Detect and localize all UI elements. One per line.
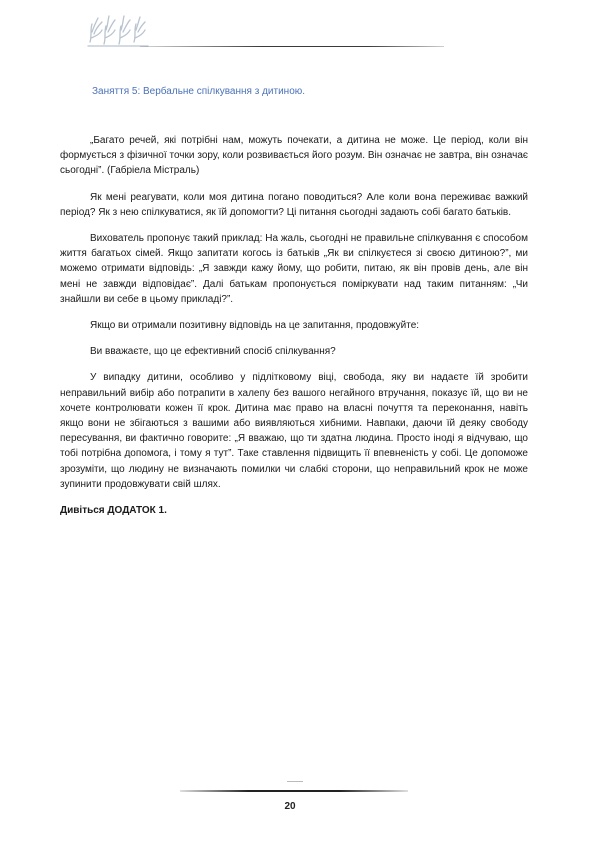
paragraph: Вихователь пропонує такий приклад: На жаль, сьогодні не правильне спілкування є способом життя багатьох сімей. Якщо запитати когось із батьків „Як ви спілкуєтеся зі своєю дитиною?”, ми можемо отримати відповідь: „Я завжди кажу йому, що робити, питаю, як він провів день, але він мені не завжди відповідає”. Далі батькам пропонується поміркувати над таким питанням: „Чи знайшли ви себе в цьому прикладі?”. — [60, 233, 528, 305]
lesson-title: Заняття 5: Вербальне спілкування з дитиною. — [92, 86, 306, 97]
paragraph: Як мені реагувати, коли моя дитина погано поводиться? Але коли вона переживає важкий період? Як з нею спілкуватися, як їй допомогти? Ці питання сьогодні задають собі багато батьків. — [60, 191, 528, 218]
paragraph: У випадку дитини, особливо у підлітковому віці, свобода, яку ви надаєте їй зробити неправильний вибір або потрапити в халепу без вашого негайного втручання, показує їй, що ви не хочете контролювати кожен її крок. Дитина має право на власні почуття та переконання, навіть якщо вони не збігаються з вашими або виявляються хибними. Навпаки, даючи їй деяку свободу пересування, ви фактично говорите: „Я вважаю, що ти здатна людина. Просто іноді я відчуваю, що тобі потрібна допомога, і тому я тут”. Таке ставлення підвищить її впевненість у собі. Це допоможе зрозуміти, що людину не визначають помилки чи слабкі сторони, що неправильний крок не може зупинити продовжувати свій шлях. — [60, 372, 528, 490]
footer-divider — [180, 790, 408, 792]
page-number: 20 — [284, 801, 296, 812]
header-divider — [140, 46, 444, 47]
paragraph: Ви вважаєте, що це ефективний спосіб спілкування? — [90, 346, 336, 358]
footer-mark — [287, 781, 303, 782]
quote-paragraph: „Багато речей, які потрібні нам, можуть почекати, а дитина не може. Це період, коли він формується з фізичної точки зору, коли розвивається його розум. Він означає не завтра, він означає сьогодні”. (Габріела Містраль) — [60, 135, 528, 177]
appendix-note: Дивіться ДОДАТОК 1. — [60, 505, 167, 517]
paragraph: Якщо ви отримали позитивну відповідь на це запитання, продовжуйте: — [90, 320, 420, 332]
raised-hands-icon — [86, 12, 150, 48]
body-text — [60, 133, 528, 529]
